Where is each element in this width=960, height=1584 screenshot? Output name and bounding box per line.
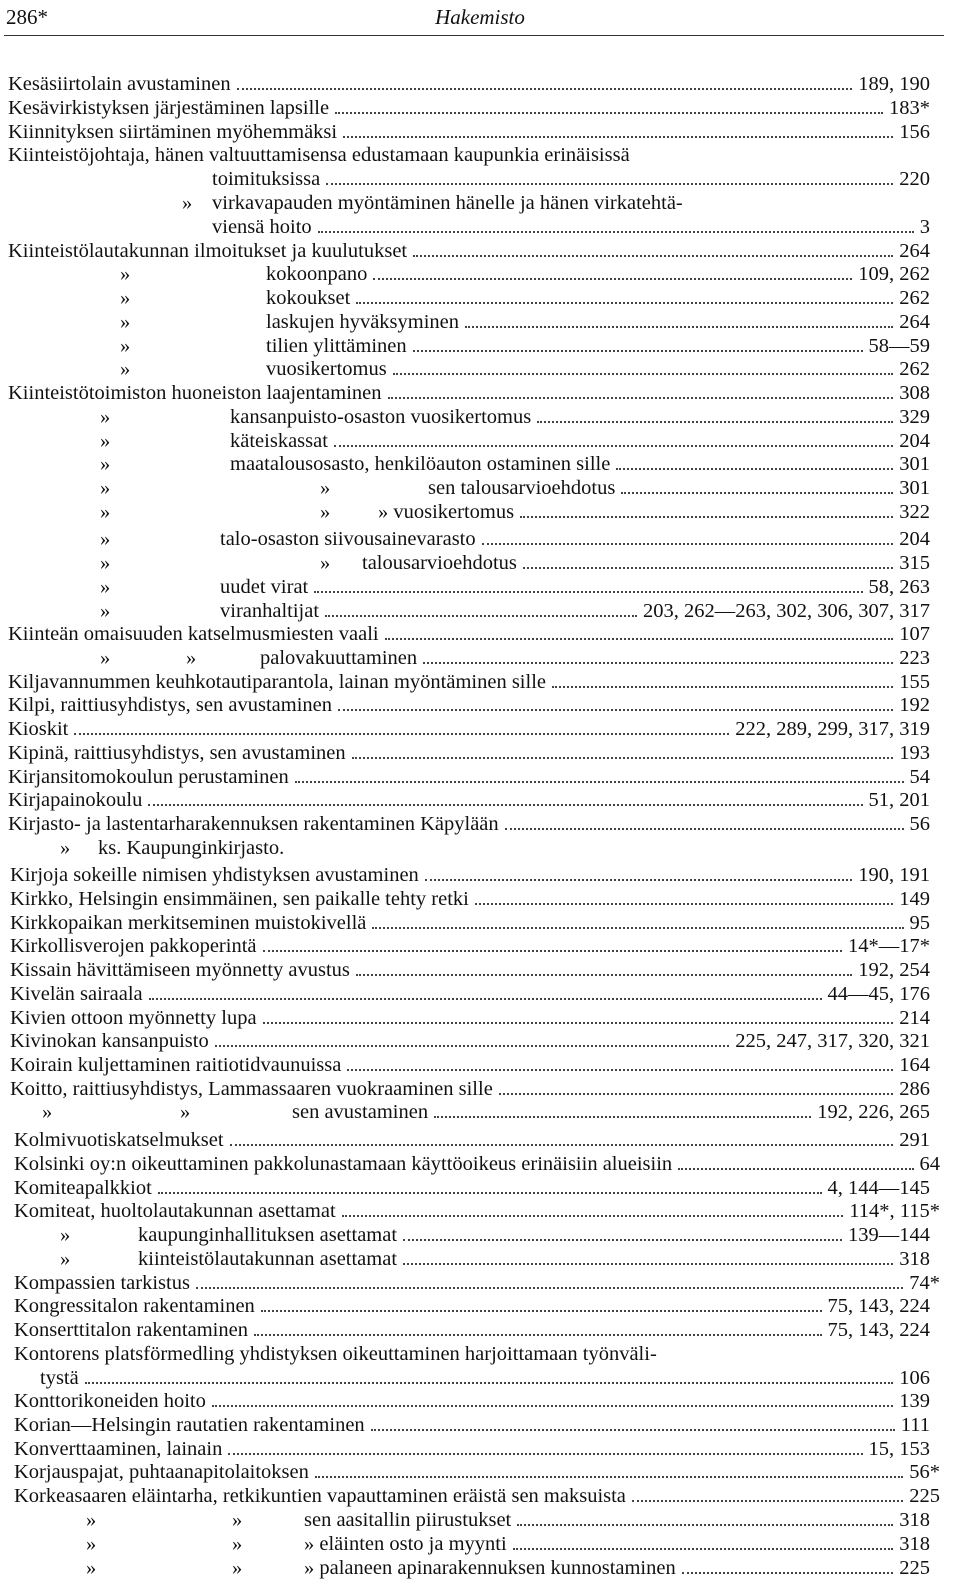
ditto-mark: » <box>100 430 110 452</box>
entry-pages: 14*—17* <box>848 935 930 957</box>
entry-pages: 56 <box>909 813 930 835</box>
leader-dots <box>263 950 842 952</box>
ditto-mark: » <box>100 453 110 475</box>
index-entry <box>0 1006 960 1030</box>
entry-pages: 106 <box>899 1367 930 1389</box>
leader-dots <box>505 828 904 830</box>
ditto-mark: » <box>86 1557 96 1579</box>
leader-dots <box>413 350 863 352</box>
index-entry <box>0 1532 960 1556</box>
entry-pages: 3 <box>919 216 930 238</box>
leader-dots <box>343 136 893 138</box>
entry-topic: sen aasitallin piirustukset <box>304 1509 512 1531</box>
index-entry <box>0 1100 960 1124</box>
entry-pages: 183* <box>889 97 930 119</box>
leader-dots <box>335 112 883 114</box>
entry-topic: palovakuuttaminen <box>260 647 418 669</box>
index-entry <box>0 1437 960 1461</box>
entry-topic: käteiskassat <box>230 430 328 452</box>
index-entry <box>0 452 960 476</box>
entry-topic: kokoonpano <box>266 263 368 285</box>
entry-topic: kaupunginhallituksen asettamat <box>138 1224 398 1246</box>
ditto-mark: » <box>100 600 110 622</box>
index-entry <box>0 1053 960 1077</box>
entry-pages: 192 <box>899 694 930 716</box>
entry-pages: 75, 143, 224 <box>827 1295 930 1317</box>
entry-topic: Konserttitalon rakentaminen <box>14 1319 248 1341</box>
entry-topic: Kissain hävittämiseen myönnetty avustus <box>10 959 350 981</box>
entry-topic: Kirjasto- ja lastentarharakennuksen rakentaminen Käpylään <box>8 813 499 835</box>
leader-dots <box>403 1239 842 1241</box>
index-entry <box>0 239 960 263</box>
entry-pages: 139—144 <box>848 1224 930 1246</box>
entry-topic: Kolsinki oy:n oikeuttaminen pakkolunastamaan käyttöoikeus erinäisiin alueisiin <box>14 1153 673 1175</box>
entry-pages: 193 <box>899 742 930 764</box>
index-entry <box>0 717 960 741</box>
leader-dots <box>325 615 637 617</box>
entry-topic: Kivelän sairaala <box>10 983 143 1005</box>
entry-topic: vuosikertomus <box>266 358 387 380</box>
entry-pages: 109, 262 <box>858 263 930 285</box>
entry-pages: 54 <box>909 766 930 788</box>
entry-pages: 225 <box>899 1557 930 1579</box>
index-entry <box>0 500 960 524</box>
index-entry <box>0 1176 960 1200</box>
leader-dots <box>393 373 894 375</box>
leader-dots <box>372 927 903 929</box>
entry-topic: tystä <box>40 1367 79 1389</box>
entry-topic: Korian—Helsingin rautatien rakentaminen <box>14 1414 365 1436</box>
entry-topic: Kompassien tarkistus <box>14 1272 190 1294</box>
leader-dots <box>237 88 853 90</box>
entry-pages: 225 <box>909 1485 940 1507</box>
entry-topic: Kirjansitomokoulun perustaminen <box>8 766 289 788</box>
index-entry <box>0 1029 960 1053</box>
entry-pages: 262 <box>899 358 930 380</box>
running-title: Hakemisto <box>435 5 525 29</box>
page-number: 286* <box>6 5 48 29</box>
leader-dots <box>149 998 822 1000</box>
entry-pages: 204 <box>899 528 930 550</box>
leader-dots <box>632 1500 903 1502</box>
index-entry <box>0 1366 960 1390</box>
ditto-mark: » <box>120 311 130 333</box>
index-entry <box>0 167 960 191</box>
ditto-mark: » <box>100 576 110 598</box>
index-entry <box>0 646 960 670</box>
ditto-mark: » <box>120 358 130 380</box>
index-entry <box>0 357 960 381</box>
leader-dots <box>621 492 893 494</box>
ditto-mark: » <box>100 552 110 574</box>
index-entry <box>0 143 960 167</box>
leader-dots <box>682 1572 894 1574</box>
index-entry <box>0 670 960 694</box>
index-entry <box>0 982 960 1006</box>
entry-topic: Konttorikoneiden hoito <box>14 1390 206 1412</box>
entry-pages: 318 <box>899 1509 930 1531</box>
ditto-mark: » <box>120 335 130 357</box>
entry-pages: 15, 153 <box>868 1438 930 1460</box>
leader-dots <box>352 757 894 759</box>
entry-pages: 107 <box>899 623 930 645</box>
entry-pages: 308 <box>899 382 930 404</box>
entry-topic: Kontorens platsförmedling yhdistyksen oikeuttaminen harjoittamaan työnväli- <box>14 1343 657 1365</box>
entry-topic: Korkeasaaren eläintarha, retkikuntien vapauttaminen eräistä sen maksuista <box>14 1485 626 1507</box>
index-entry <box>0 527 960 551</box>
entry-topic: Kesäsiirtolain avustaminen <box>8 73 231 95</box>
leader-dots <box>215 1045 730 1047</box>
entry-pages: 149 <box>899 888 930 910</box>
entry-pages: 301 <box>899 477 930 499</box>
leader-dots <box>196 1287 903 1289</box>
ditto-mark: » <box>86 1533 96 1555</box>
index-entry <box>0 1077 960 1101</box>
ditto-mark: » <box>232 1509 242 1531</box>
entry-topic: kiinteistölautakunnan asettamat <box>138 1248 398 1270</box>
leader-dots <box>334 445 893 447</box>
leader-dots <box>338 709 893 711</box>
ditto-mark: » <box>42 1101 52 1123</box>
leader-dots <box>465 326 893 328</box>
leader-dots <box>158 1192 822 1194</box>
entry-topic: Konverttaaminen, lainain <box>14 1438 223 1460</box>
index-entry <box>0 1508 960 1532</box>
entry-topic: viranhaltijat <box>220 600 320 622</box>
leader-dots <box>342 1215 844 1217</box>
index-entry <box>0 575 960 599</box>
index-entry <box>0 191 960 215</box>
index-entry <box>0 863 960 887</box>
leader-dots <box>616 468 893 470</box>
ditto-mark: » <box>232 1557 242 1579</box>
entry-pages: 222, 289, 299, 317, 319 <box>735 718 930 740</box>
leader-dots <box>74 733 729 735</box>
entry-topic: Kolmivuotiskatselmukset <box>14 1129 224 1151</box>
leader-dots <box>423 662 893 664</box>
entry-topic: Koirain kuljettaminen raitiotidvaunuissa <box>10 1054 342 1076</box>
entry-topic: talousarvioehdotus <box>362 552 517 574</box>
index-entry <box>0 1318 960 1342</box>
entry-pages: 111 <box>900 1414 930 1436</box>
leader-dots <box>513 1548 894 1550</box>
entry-pages: 214 <box>899 1007 930 1029</box>
index-entry <box>0 1342 960 1366</box>
ditto-mark: » <box>120 263 130 285</box>
entry-pages: 315 <box>899 552 930 574</box>
entry-pages: 4, 144—145 <box>827 1177 930 1199</box>
index-entry <box>0 120 960 144</box>
index-entry <box>0 836 960 860</box>
entry-pages: 189, 190 <box>858 73 930 95</box>
entry-pages: 220 <box>899 168 930 190</box>
page-header <box>0 0 960 40</box>
entry-topic: viensä hoito <box>212 216 312 238</box>
index-entry <box>0 741 960 765</box>
ditto-mark: » <box>100 501 110 523</box>
entry-pages: 44—45, 176 <box>827 983 930 1005</box>
entry-pages: 190, 191 <box>858 864 930 886</box>
entry-pages: 64 <box>919 1153 940 1175</box>
entry-pages: 318 <box>899 1533 930 1555</box>
index-entry <box>0 1556 960 1580</box>
entry-pages: 58—59 <box>868 335 930 357</box>
entry-pages: 56* <box>909 1461 940 1483</box>
leader-dots <box>314 591 862 593</box>
leader-dots <box>148 804 862 806</box>
leader-dots <box>425 879 852 881</box>
leader-dots <box>537 421 893 423</box>
entry-pages: 75, 143, 224 <box>827 1319 930 1341</box>
header-rule <box>4 35 944 36</box>
entry-topic: Komiteapalkkiot <box>14 1177 152 1199</box>
entry-topic: » vuosikertomus <box>378 501 515 523</box>
entry-pages: 223 <box>899 647 930 669</box>
leader-dots <box>212 1405 893 1407</box>
entry-pages: 58, 263 <box>868 576 930 598</box>
ditto-mark: » <box>232 1533 242 1555</box>
leader-dots <box>520 516 893 518</box>
index-entry <box>0 1413 960 1437</box>
entry-pages: 291 <box>899 1129 930 1151</box>
leader-dots <box>254 1334 822 1336</box>
index-entry <box>0 1294 960 1318</box>
entry-pages: 329 <box>899 406 930 428</box>
index-entry <box>0 911 960 935</box>
index-entry <box>0 693 960 717</box>
entry-topic: laskujen hyväksyminen <box>266 311 460 333</box>
entry-pages: 264 <box>899 240 930 262</box>
leader-dots <box>388 397 894 399</box>
entry-pages: 139 <box>899 1390 930 1412</box>
entry-pages: 262 <box>899 287 930 309</box>
leader-dots <box>295 781 904 783</box>
entry-topic: Kioskit <box>8 718 69 740</box>
index-entry <box>0 788 960 812</box>
leader-dots <box>413 255 893 257</box>
leader-dots <box>678 1168 913 1170</box>
leader-dots <box>228 1453 862 1455</box>
entry-topic: tilien ylittäminen <box>266 335 407 357</box>
leader-dots <box>347 1069 893 1071</box>
ditto-mark: » <box>60 837 70 859</box>
entry-pages: 192, 254 <box>858 959 930 981</box>
leader-dots <box>434 1116 811 1118</box>
index-entry <box>0 310 960 334</box>
index-entry <box>0 262 960 286</box>
ditto-mark: » <box>320 552 330 574</box>
entry-topic: Kirjoja sokeille nimisen yhdistyksen avustaminen <box>10 864 419 886</box>
entry-pages: 156 <box>899 121 930 143</box>
leader-dots <box>385 638 894 640</box>
index-entry <box>0 599 960 623</box>
index-entry <box>0 1152 960 1176</box>
leader-dots <box>326 183 893 185</box>
index-entry <box>0 812 960 836</box>
ditto-mark: » <box>100 477 110 499</box>
index-entry <box>0 1247 960 1271</box>
index-entry <box>0 958 960 982</box>
entry-topic: Kirkollisverojen pakkoperintä <box>10 935 257 957</box>
index-entry <box>0 1271 960 1295</box>
index-entry <box>0 215 960 239</box>
leader-dots <box>261 1310 822 1312</box>
leader-dots <box>230 1144 894 1146</box>
entry-topic: Kilpi, raittiusyhdistys, sen avustaminen <box>8 694 332 716</box>
entry-topic: toimituksissa <box>212 168 321 190</box>
entry-topic: Korjauspajat, puhtaanapitolaitoksen <box>14 1461 309 1483</box>
leader-dots <box>517 1524 893 1526</box>
entry-topic: Kiinteistölautakunnan ilmoitukset ja kuulutukset <box>8 240 408 262</box>
entry-topic: » eläinten osto ja myynti <box>304 1533 507 1555</box>
ditto-mark: » <box>180 1101 190 1123</box>
index-entry <box>0 429 960 453</box>
entry-topic: Komiteat, huoltolautakunnan asettamat <box>14 1200 336 1222</box>
ditto-mark: » <box>182 192 192 214</box>
entry-topic: Kirjapainokoulu <box>8 789 143 811</box>
entry-topic: maatalousosasto, henkilöauton ostaminen sille <box>230 453 611 475</box>
ditto-mark: » <box>60 1224 70 1246</box>
entry-topic: » palaneen apinarakennuksen kunnostaminen <box>304 1557 676 1579</box>
leader-dots <box>523 567 893 569</box>
index-entry <box>0 334 960 358</box>
ditto-mark: » <box>186 647 196 669</box>
index-entry <box>0 551 960 575</box>
index-entry <box>0 1223 960 1247</box>
entry-topic: kokoukset <box>266 287 351 309</box>
entry-pages: 95 <box>909 912 930 934</box>
entry-pages: 225, 247, 317, 320, 321 <box>735 1030 930 1052</box>
leader-dots <box>371 1429 895 1431</box>
ditto-mark: » <box>320 477 330 499</box>
entry-pages: 114*, 115* <box>849 1200 940 1222</box>
entry-topic: ks. Kaupunginkirjasto. <box>98 837 285 859</box>
entry-pages: 286 <box>899 1078 930 1100</box>
leader-dots <box>85 1382 894 1384</box>
leader-dots <box>499 1093 893 1095</box>
entry-pages: 155 <box>899 671 930 693</box>
leader-dots <box>373 278 852 280</box>
entry-pages: 318 <box>899 1248 930 1270</box>
entry-topic: Kiljavannummen keuhkotautiparantola, lainan myöntäminen sille <box>8 671 546 693</box>
index-entry <box>0 1389 960 1413</box>
entry-topic: Kiinteistötoimiston huoneiston laajentaminen <box>8 382 382 404</box>
leader-dots <box>475 903 893 905</box>
entry-pages: 204 <box>899 430 930 452</box>
entry-topic: sen talousarvioehdotus <box>428 477 616 499</box>
index-entry <box>0 1460 960 1484</box>
index-entry <box>0 622 960 646</box>
entry-pages: 192, 226, 265 <box>817 1101 930 1123</box>
index-entry <box>0 381 960 405</box>
ditto-mark: » <box>60 1248 70 1270</box>
leader-dots <box>318 231 914 233</box>
entry-topic: Kiinnityksen siirtäminen myöhemmäksi <box>8 121 338 143</box>
entry-pages: 51, 201 <box>868 789 930 811</box>
leader-dots <box>403 1263 893 1265</box>
leader-dots <box>552 686 893 688</box>
index-entry <box>0 1484 960 1508</box>
entry-topic: kansanpuisto-osaston vuosikertomus <box>230 406 532 428</box>
index-entry <box>0 887 960 911</box>
ditto-mark: » <box>120 287 130 309</box>
index-entry <box>0 405 960 429</box>
entry-topic: talo-osaston siivousainevarasto <box>220 528 476 550</box>
entry-topic: uudet virat <box>220 576 309 598</box>
leader-dots <box>482 543 894 545</box>
entry-topic: Koitto, raittiusyhdistys, Lammassaaren vuokraaminen sille <box>10 1078 493 1100</box>
ditto-mark: » <box>86 1509 96 1531</box>
index-entry <box>0 72 960 96</box>
ditto-mark: » <box>320 501 330 523</box>
entry-topic: Kivinokan kansanpuisto <box>10 1030 209 1052</box>
entry-topic: Kirkko, Helsingin ensimmäinen, sen paikalle tehty retki <box>10 888 469 910</box>
entry-pages: 164 <box>899 1054 930 1076</box>
entry-pages: 301 <box>899 453 930 475</box>
entry-topic: Kesävirkistyksen järjestäminen lapsille <box>8 97 330 119</box>
entry-topic: Kipinä, raittiusyhdistys, sen avustaminen <box>8 742 346 764</box>
entry-topic: Kivien ottoon myönnetty lupa <box>10 1007 257 1029</box>
index-entry <box>0 934 960 958</box>
index-entry <box>0 96 960 120</box>
entry-topic: Kiinteistöjohtaja, hänen valtuuttamisensa edustamaan kaupunkia erinäisissä <box>8 144 630 166</box>
entry-topic: Kiinteän omaisuuden katselmusmiesten vaali <box>8 623 379 645</box>
leader-dots <box>263 1022 894 1024</box>
entry-pages: 264 <box>899 311 930 333</box>
index-entry <box>0 1199 960 1223</box>
leader-dots <box>356 302 893 304</box>
ditto-mark: » <box>100 647 110 669</box>
entry-pages: 203, 262—263, 302, 306, 307, 317 <box>643 600 930 622</box>
entry-topic: sen avustaminen <box>292 1101 429 1123</box>
entry-topic: virkavapauden myöntäminen hänelle ja hänen virkatehtä- <box>212 192 683 214</box>
entry-topic: Kirkkopaikan merkitseminen muistokivellä <box>10 912 367 934</box>
entry-pages: 322 <box>899 501 930 523</box>
entry-pages: 74* <box>909 1272 940 1294</box>
index-entry <box>0 286 960 310</box>
leader-dots <box>315 1476 903 1478</box>
ditto-mark: » <box>100 406 110 428</box>
index-entry <box>0 765 960 789</box>
index-entry <box>0 476 960 500</box>
ditto-mark: » <box>100 528 110 550</box>
leader-dots <box>356 974 852 976</box>
entry-topic: Kongressitalon rakentaminen <box>14 1295 255 1317</box>
index-entry <box>0 1128 960 1152</box>
